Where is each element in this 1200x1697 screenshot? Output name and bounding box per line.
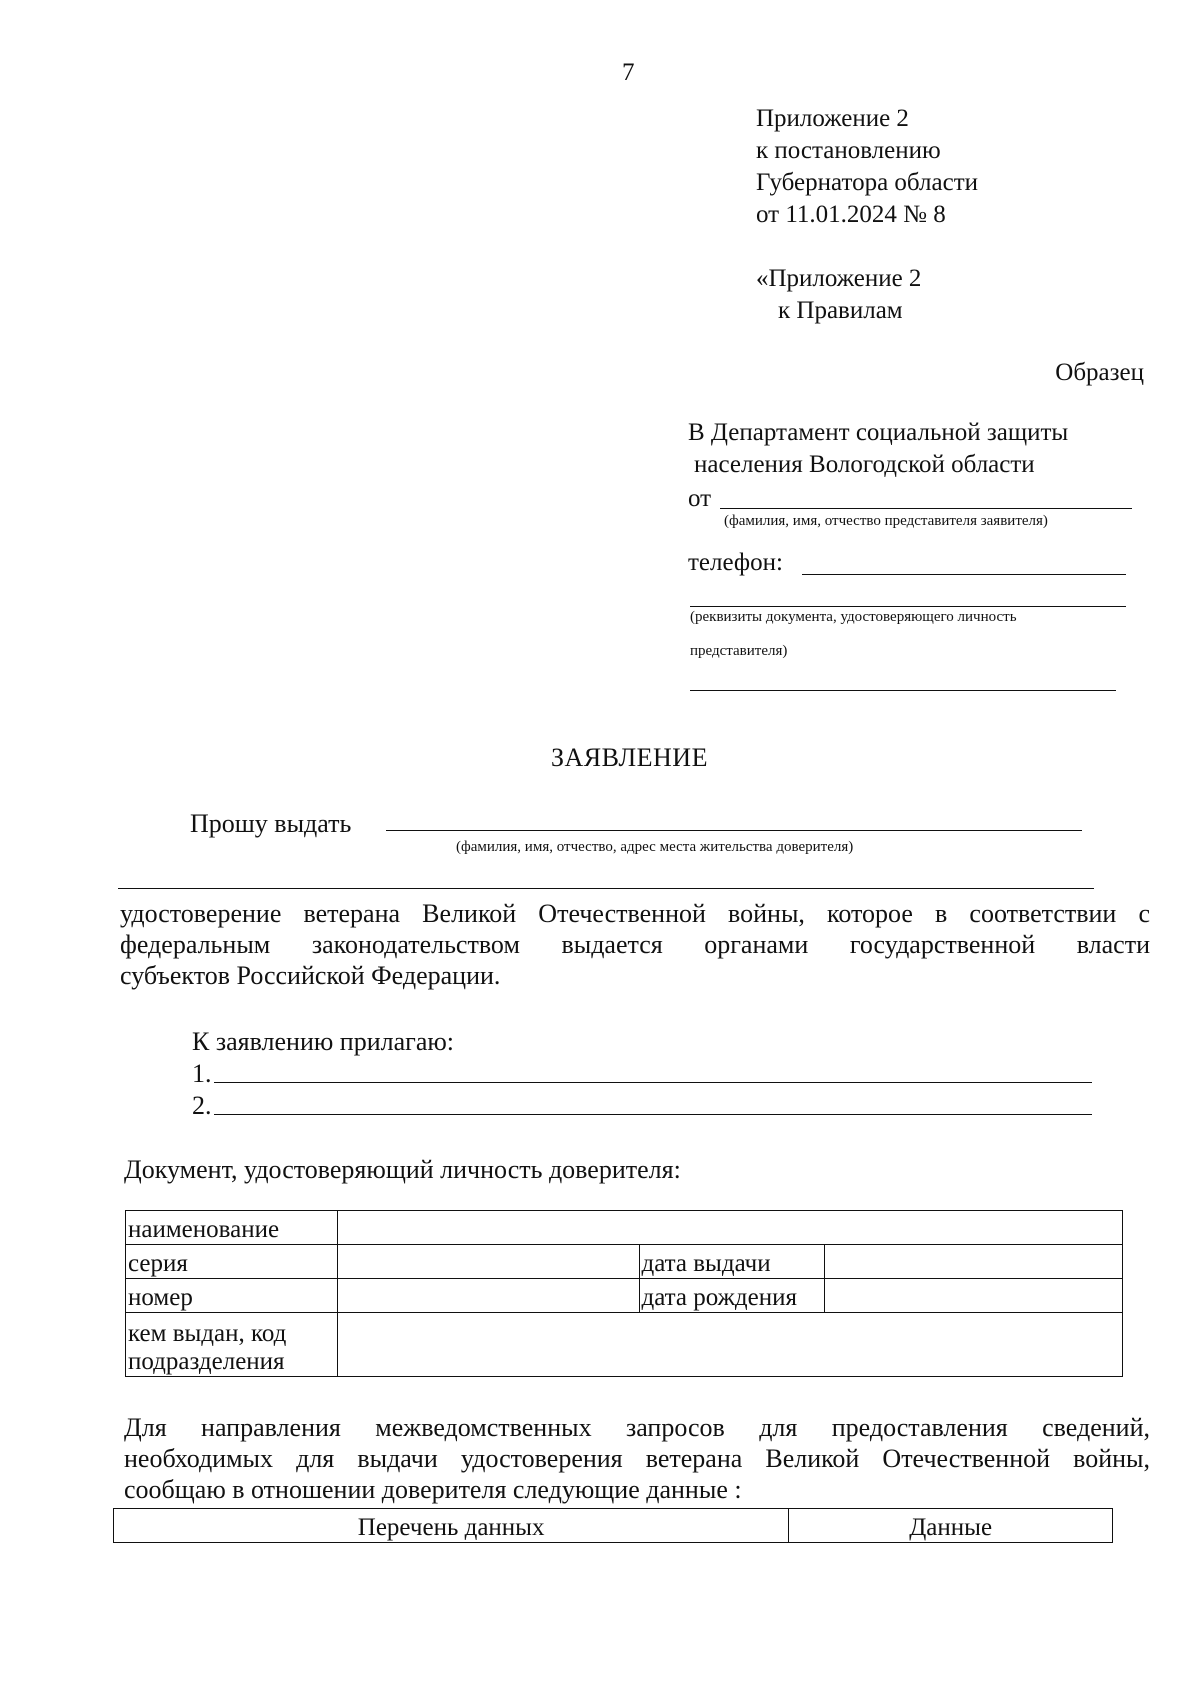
request-label: Прошу выдать bbox=[190, 809, 352, 838]
table-row bbox=[126, 1313, 1123, 1377]
appendix-line: Приложение 2 bbox=[756, 105, 909, 132]
name-value-cell[interactable] bbox=[337, 1211, 1122, 1245]
request-field-line[interactable] bbox=[386, 830, 1082, 831]
attachments-label: К заявлению прилагаю: bbox=[192, 1027, 455, 1056]
table-row bbox=[126, 1211, 1123, 1245]
appendix-line: к постановлению bbox=[756, 137, 941, 164]
row-label-birth-date: дата рождения bbox=[639, 1279, 825, 1313]
interagency-line: Для направления межведомственных запросов для предоставления сведений, bbox=[124, 1413, 1150, 1442]
identity-doc-table bbox=[125, 1210, 1123, 1377]
issued-by-value-cell[interactable] bbox=[337, 1313, 1122, 1377]
row-label-name: наименование bbox=[126, 1211, 338, 1245]
appendix-line: от 11.01.2024 № 8 bbox=[756, 201, 946, 228]
issued-by-label-line: подразделения bbox=[128, 1348, 285, 1375]
header-data: Данные bbox=[789, 1509, 1113, 1543]
rep-doc-hint: представителя) bbox=[690, 643, 788, 659]
document-title: ЗАЯВЛЕНИЕ bbox=[551, 743, 708, 772]
issue-date-value-cell[interactable] bbox=[825, 1245, 1123, 1279]
phone-field-line[interactable] bbox=[802, 574, 1126, 575]
page-number: 7 bbox=[622, 59, 635, 86]
birth-date-value-cell[interactable] bbox=[825, 1279, 1123, 1313]
attachment-field-line[interactable] bbox=[214, 1114, 1092, 1115]
row-label-series: серия bbox=[126, 1245, 338, 1279]
rep-doc-field-line[interactable] bbox=[690, 606, 1126, 607]
header-data-list: Перечень данных bbox=[114, 1509, 789, 1543]
phone-label: телефон: bbox=[688, 549, 783, 576]
request-body-line: удостоверение ветерана Великой Отечественной войны, которое в соответствии с bbox=[120, 899, 1150, 928]
row-label-issued-by bbox=[126, 1313, 338, 1377]
identity-doc-label: Документ, удостоверяющий личность доверителя: bbox=[124, 1155, 681, 1184]
table-row bbox=[126, 1279, 1123, 1313]
data-list-table bbox=[113, 1508, 1113, 1543]
addressee-line: В Департамент социальной защиты bbox=[688, 419, 1069, 446]
request-body-line: субъектов Российской Федерации. bbox=[120, 961, 501, 990]
interagency-text bbox=[124, 1412, 1150, 1505]
rep-doc-hint: (реквизиты документа, удостоверяющего личность bbox=[690, 609, 1017, 625]
from-field-line[interactable] bbox=[720, 508, 1132, 509]
addressee-line: населения Вологодской области bbox=[694, 451, 1035, 478]
request-hint: (фамилия, имя, отчество, адрес места жительства доверителя) bbox=[456, 839, 854, 855]
table-header-row bbox=[114, 1509, 1113, 1543]
from-label: от bbox=[688, 485, 712, 512]
appendix-line: Губернатора области bbox=[756, 169, 978, 196]
rules-line: «Приложение 2 bbox=[756, 265, 922, 292]
issued-by-label-line: кем выдан, код bbox=[128, 1320, 287, 1347]
from-hint: (фамилия, имя, отчество представителя заявителя) bbox=[724, 513, 1048, 529]
request-field-line-2[interactable] bbox=[118, 888, 1094, 889]
rep-doc-field-line[interactable] bbox=[690, 690, 1116, 691]
rules-line: к Правилам bbox=[778, 297, 903, 324]
request-body bbox=[120, 898, 1150, 991]
attachment-number: 2. bbox=[192, 1091, 212, 1120]
row-label-issue-date: дата выдачи bbox=[639, 1245, 825, 1279]
attachment-number: 1. bbox=[192, 1059, 212, 1088]
table-row bbox=[126, 1245, 1123, 1279]
attachment-field-line[interactable] bbox=[214, 1082, 1092, 1083]
request-body-line: федеральным законодательством выдается органами государственной власти bbox=[120, 930, 1150, 959]
sample-label: Образец bbox=[1055, 359, 1144, 386]
number-value-cell[interactable] bbox=[337, 1279, 639, 1313]
interagency-line: необходимых для выдачи удостоверения ветерана Великой Отечественной войны, bbox=[124, 1444, 1150, 1473]
interagency-line: сообщаю в отношении доверителя следующие данные : bbox=[124, 1475, 742, 1504]
row-label-number: номер bbox=[126, 1279, 338, 1313]
series-value-cell[interactable] bbox=[337, 1245, 639, 1279]
